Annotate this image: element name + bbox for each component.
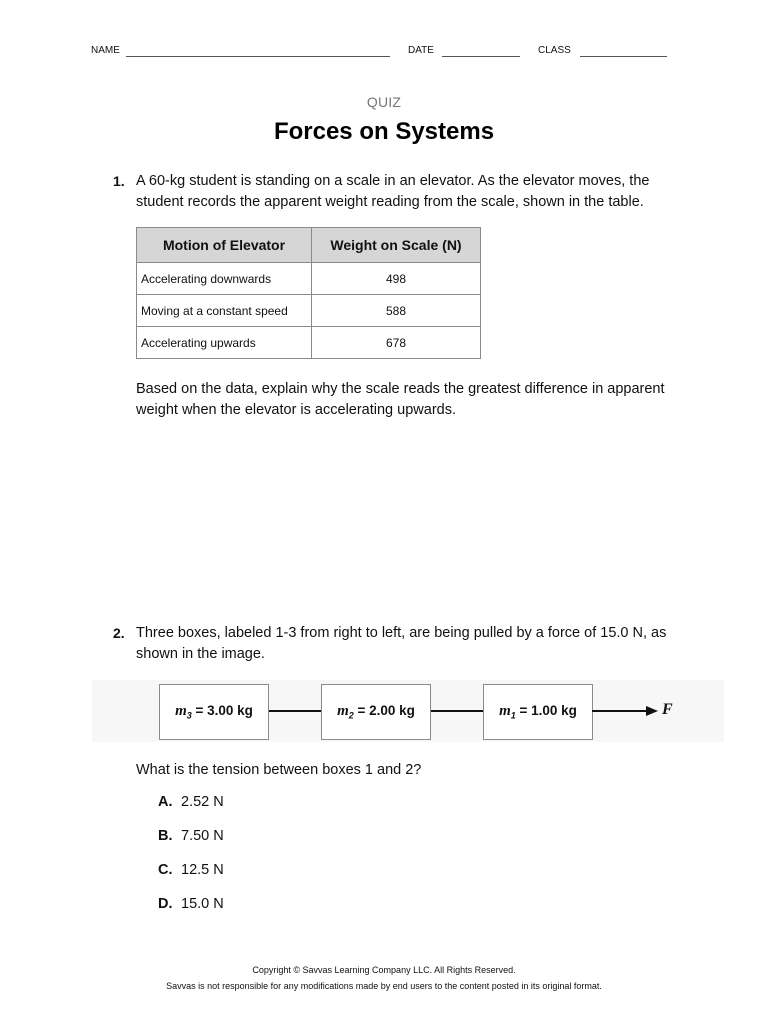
class-label: CLASS (538, 45, 571, 56)
table-cell-weight: 588 (312, 295, 481, 327)
table-cell-motion: Accelerating upwards (137, 327, 312, 359)
footer-disclaimer: Savvas is not responsible for any modifications made by end users to the content posted in its original format. (166, 981, 602, 991)
question-1-number: 1. (113, 173, 125, 189)
rope-3-2 (269, 710, 321, 712)
table-cell-weight: 678 (312, 327, 481, 359)
page-title: Forces on Systems (273, 118, 495, 145)
choice-a[interactable] (158, 794, 224, 810)
footer-copyright: Copyright © Savvas Learning Company LLC. All Rights Reserved. (252, 965, 516, 975)
choice-b-letter: B. (158, 828, 173, 844)
table-row (137, 263, 481, 295)
table-cell-motion: Accelerating downwards (137, 263, 312, 295)
box-3-label: $m_3 = 3.00$ kg (175, 703, 253, 721)
force-label: F (662, 701, 673, 718)
box-2-label: $m_2 = 2.00$ kg (337, 703, 415, 721)
table-row (137, 327, 481, 359)
choice-d-letter: D. (158, 896, 173, 912)
choice-b[interactable] (158, 828, 224, 844)
box-1-label: $m_1 = 1.00$ kg (499, 703, 577, 721)
choice-c-letter: C. (158, 862, 173, 878)
choice-d[interactable] (158, 896, 224, 912)
question-1-answer-space[interactable] (136, 430, 676, 610)
quiz-label: QUIZ (366, 94, 402, 110)
choice-d-text: 15.0 N (181, 896, 224, 912)
choice-a-text: 2.52 N (181, 794, 224, 810)
choice-a-letter: A. (158, 794, 173, 810)
question-2-number: 2. (113, 625, 125, 641)
choice-c-text: 12.5 N (181, 862, 224, 878)
question-2-text: Three boxes, labeled 1-3 from right to left, are being pulled by a force of 15.0 N, as shown in the image. (136, 625, 667, 662)
box-1 (483, 684, 593, 740)
question-2-prompt: What is the tension between boxes 1 and 2? (136, 762, 422, 778)
rope-2-1 (431, 710, 483, 712)
name-label: NAME (91, 45, 120, 56)
choice-b-text: 7.50 N (181, 828, 224, 844)
elevator-data-table (136, 227, 481, 359)
question-1-prompt: Based on the data, explain why the scale reads the greatest difference in apparent weight when the elevator is accelerating upwards. (136, 381, 665, 418)
table-header-motion: Motion of Elevator (137, 228, 312, 263)
question-1-text: A 60-kg student is standing on a scale in an elevator. As the elevator moves, the student records the apparent weight reading from the scale, shown in the table. (136, 173, 650, 210)
table-cell-motion: Moving at a constant speed (137, 295, 312, 327)
name-field-line[interactable] (126, 56, 390, 57)
box-2 (321, 684, 431, 740)
date-field-line[interactable] (442, 56, 520, 57)
table-header-weight: Weight on Scale (N) (312, 228, 481, 263)
force-arrow-icon (592, 703, 660, 719)
table-cell-weight: 498 (312, 263, 481, 295)
class-field-line[interactable] (580, 56, 667, 57)
table-header-row (137, 228, 481, 263)
table-row (137, 295, 481, 327)
choice-c[interactable] (158, 862, 224, 878)
date-label: DATE (408, 45, 434, 56)
box-3 (159, 684, 269, 740)
